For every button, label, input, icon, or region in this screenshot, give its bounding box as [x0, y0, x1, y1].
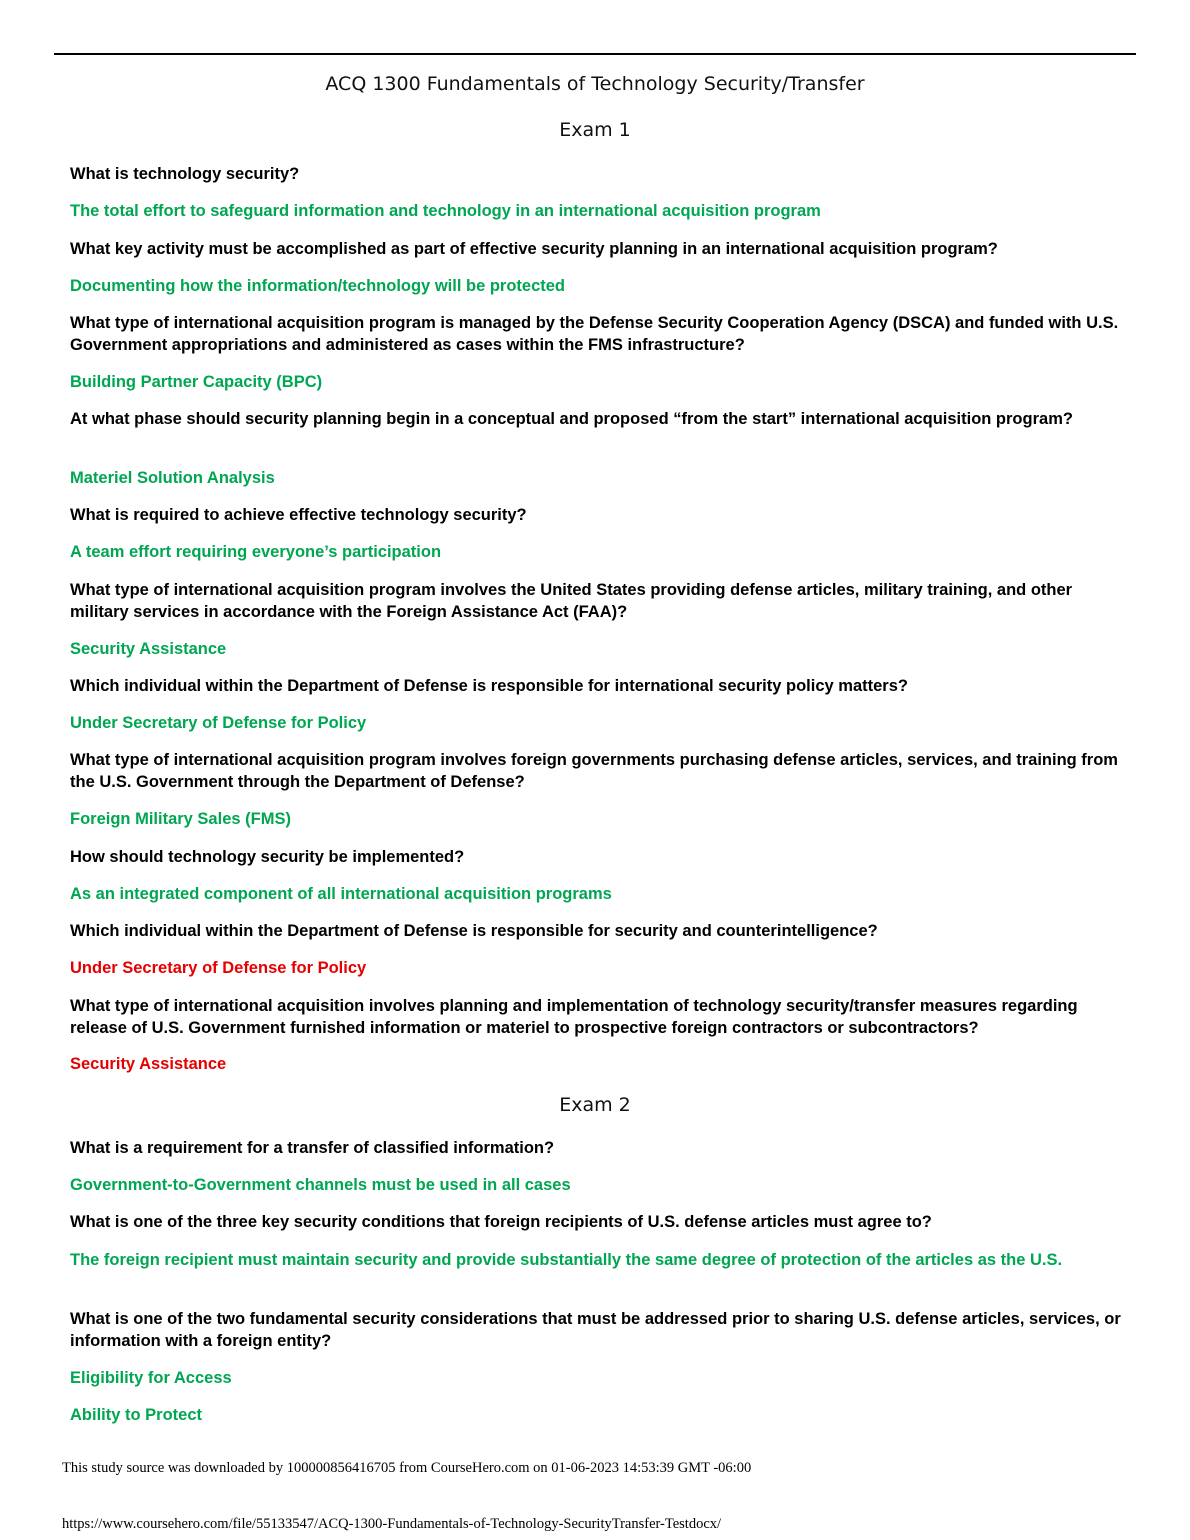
exam1-question-3: What type of international acquisition program is managed by the Defense Security Cooperation Agency (DSCA) and funded with U.S. Government appropriations and administered as cases within the FMS infrastructure?: [70, 314, 1119, 354]
exam2-question-2: What is one of the three key security conditions that foreign recipients of U.S. defense articles must agree to?: [70, 1213, 932, 1231]
exam2-answer-2: The foreign recipient must maintain security and provide substantially the same degree of protection of the articles as the U.S.: [70, 1251, 1063, 1269]
exam1-answer-8: Foreign Military Sales (FMS): [70, 810, 291, 828]
exam1-answer-11: Security Assistance: [70, 1055, 227, 1073]
exam1-answer-9: As an integrated component of all international acquisition programs: [70, 885, 612, 903]
exam2-question-1: What is a requirement for a transfer of classified information?: [70, 1139, 555, 1157]
source-url[interactable]: https://www.coursehero.com/file/55133547/ACQ-1300-Fundamentals-of-Technology-SecurityTransfer-Testdocx/: [62, 1516, 722, 1532]
download-note: This study source was downloaded by 100000856416705 from CourseHero.com on 01-06-2023 14:53:39 GMT -06:00: [62, 1460, 752, 1476]
exam1-question-11: What type of international acquisition involves planning and implementation of technology security/transfer measures regarding release of U.S. Government furnished information or materiel to prospective foreign contractors or subcontractors?: [70, 997, 1078, 1037]
exam1-question-2: What key activity must be accomplished as part of effective security planning in an international acquisition program?: [70, 240, 998, 258]
exam1-question-1: What is technology security?: [70, 165, 300, 183]
exam1-answer-4: Materiel Solution Analysis: [70, 469, 275, 487]
exam1-answer-7: Under Secretary of Defense for Policy: [70, 714, 367, 732]
exam1-question-10: Which individual within the Department of Defense is responsible for security and counterintelligence?: [70, 922, 878, 940]
exam1-question-7: Which individual within the Department of Defense is responsible for international security policy matters?: [70, 677, 908, 695]
exam1-heading: Exam 1: [559, 119, 631, 141]
exam1-answer-2: Documenting how the information/technology will be protected: [70, 277, 566, 295]
header-rule: [54, 53, 1136, 55]
exam2-answer-1: Government-to-Government channels must be used in all cases: [70, 1176, 571, 1194]
document-title: ACQ 1300 Fundamentals of Technology Security/Transfer: [325, 73, 865, 95]
exam1-question-6: What type of international acquisition program involves the United States providing defense articles, military training, and other military services in accordance with the Foreign Assistance Act (FAA)?: [70, 581, 1073, 621]
exam1-question-9: How should technology security be implemented?: [70, 848, 465, 866]
exam2-answer-3b: Ability to Protect: [70, 1406, 203, 1424]
exam1-question-8: What type of international acquisition program involves foreign governments purchasing defense articles, services, and training from the U.S. Government through the Department of Defense?: [70, 751, 1118, 791]
exam1-answer-5: A team effort requiring everyone’s participation: [70, 543, 442, 561]
exam1-question-5: What is required to achieve effective technology security?: [70, 506, 527, 524]
exam1-question-4: At what phase should security planning begin in a conceptual and proposed “from the start” international acquisition program?: [70, 410, 1073, 428]
exam2-question-3: What is one of the two fundamental security considerations that must be addressed prior to sharing U.S. defense articles, services, or information with a foreign entity?: [70, 1310, 1121, 1350]
exam2-heading: Exam 2: [559, 1094, 631, 1116]
exam2-answer-3a: Eligibility for Access: [70, 1369, 232, 1387]
exam1-answer-1: The total effort to safeguard information and technology in an international acquisition program: [70, 202, 821, 220]
exam1-answer-10: Under Secretary of Defense for Policy: [70, 959, 367, 977]
exam1-answer-3: Building Partner Capacity (BPC): [70, 373, 323, 391]
exam1-answer-6: Security Assistance: [70, 640, 227, 658]
